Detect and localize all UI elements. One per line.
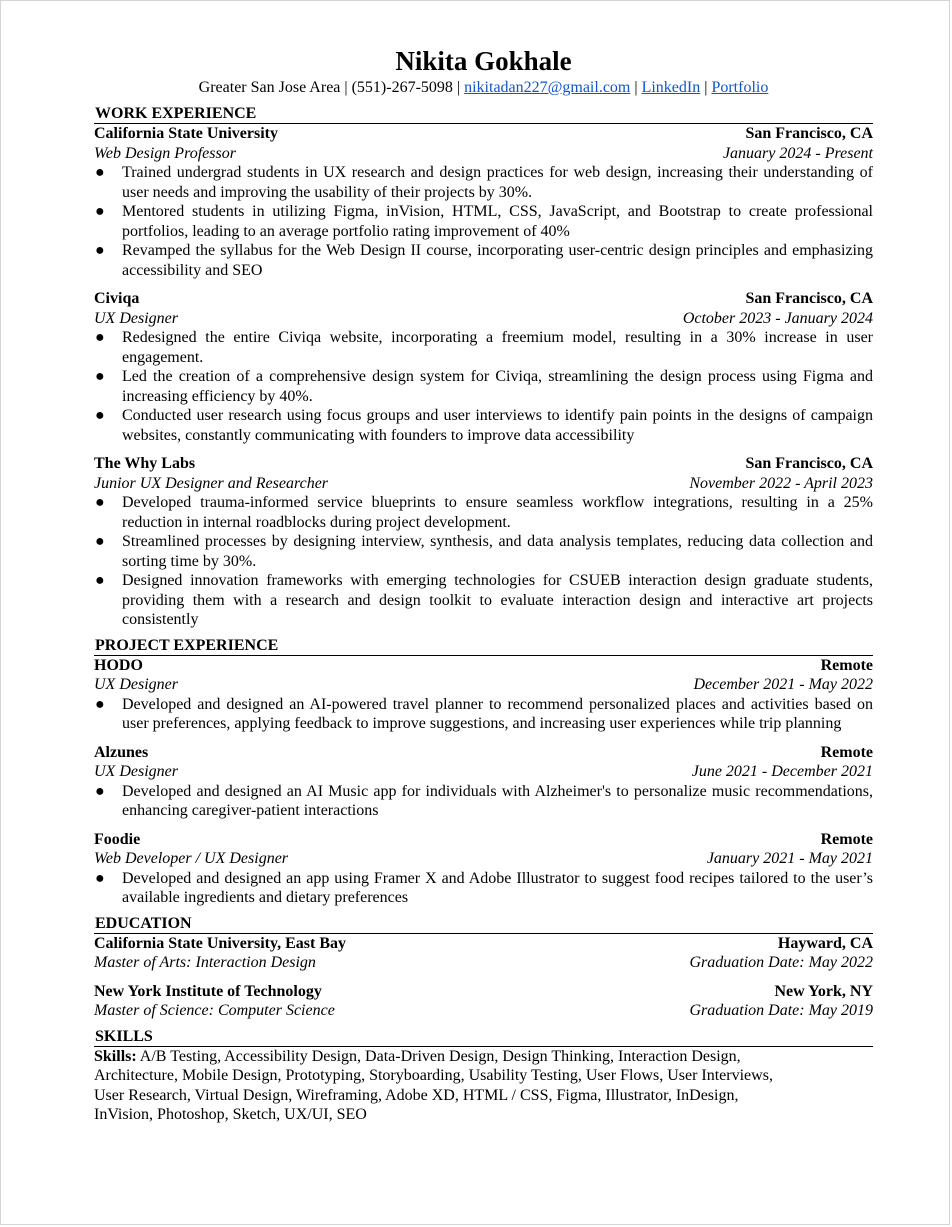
bullet-text: Developed and designed an AI Music app for individuals with Alzheimer's to personalize music recommendations, enhancing caregiver-patient interactions [122, 782, 873, 819]
project-location: Remote [820, 830, 873, 848]
bullet-icon: ● [95, 494, 105, 511]
bullet-item [94, 367, 873, 406]
job-location: San Francisco, CA [745, 455, 873, 472]
work-entry [94, 124, 873, 280]
company-name: The Why Labs [94, 455, 196, 472]
job-location: San Francisco, CA [745, 125, 873, 142]
job-location: San Francisco, CA [745, 290, 873, 307]
skills-heading: SKILLS [94, 1028, 873, 1047]
project-dates: January 2021 - May 2021 [706, 850, 873, 867]
bullet-icon: ● [95, 203, 105, 220]
work-entry [94, 454, 873, 630]
project-dates: December 2021 - May 2022 [693, 676, 873, 693]
bullet-text: Developed trauma-informed service blueprints to ensure seamless workflow integrations, resulting in a 25% reduction in internal roadblocks during project development. [122, 494, 873, 531]
bullet-text: Developed and designed an AI-powered travel planner to recommend personalized places and activities based on user preferences, applying feedback to improve suggestions, and increasing user experiences while trip planning [122, 695, 873, 732]
bullet-item [94, 493, 873, 532]
email-link[interactable]: nikitadan227@gmail.com [464, 79, 631, 96]
company-name: California State University [94, 125, 278, 142]
skills-label: Skills: [94, 1047, 137, 1065]
company-name: Civiqa [94, 290, 140, 307]
degree: Master of Arts: Interaction Design [94, 954, 316, 971]
bullet-item [94, 869, 873, 908]
bullet-item [94, 163, 873, 202]
project-location: Remote [820, 743, 873, 761]
bullet-list [94, 695, 873, 734]
resume-content [94, 45, 873, 1125]
bullet-list [94, 782, 873, 821]
school-location: Hayward, CA [777, 934, 873, 952]
location-text: Greater San Jose Area [198, 79, 341, 96]
bullet-list [94, 163, 873, 280]
skills-paragraph [94, 1047, 873, 1125]
education-heading: EDUCATION [94, 915, 873, 934]
bullet-text: Developed and designed an app using Framer X and Adobe Illustrator to suggest food recipes tailored to the user’s available ingredients and dietary preferences [122, 869, 873, 906]
bullet-text: Streamlined processes by designing interview, synthesis, and data analysis templates, reducing data collection and sorting time by 30%. [122, 533, 873, 570]
bullet-item [94, 202, 873, 241]
bullet-list [94, 493, 873, 630]
job-role: UX Designer [94, 309, 178, 327]
job-role: Junior UX Designer and Researcher [94, 474, 329, 492]
project-experience-heading: PROJECT EXPERIENCE [94, 637, 873, 656]
portfolio-link[interactable]: Portfolio [711, 79, 769, 96]
candidate-name: Nikita Gokhale [395, 46, 572, 76]
bullet-icon: ● [95, 869, 105, 887]
education-entry [94, 934, 873, 973]
school-location: New York, NY [774, 982, 873, 1000]
bullet-item [94, 571, 873, 630]
separator: | [700, 79, 712, 96]
project-name: Alzunes [94, 743, 149, 761]
bullet-icon: ● [95, 572, 105, 589]
bullet-icon: ● [95, 695, 105, 713]
project-entry [94, 743, 873, 821]
project-name: Foodie [94, 830, 141, 848]
bullet-list [94, 328, 873, 445]
education-entry [94, 982, 873, 1021]
school-name: New York Institute of Technology [94, 982, 322, 1000]
project-entry [94, 830, 873, 908]
bullet-text: Led the creation of a comprehensive design system for Civiqa, streamlining the design process using Figma and increasing efficiency by 40%. [122, 368, 873, 405]
graduation-date: Graduation Date: May 2019 [689, 1002, 873, 1019]
project-name: HODO [94, 656, 143, 674]
bullet-text: Conducted user research using focus groups and user interviews to identify pain points in the designs of campaign websites, constantly communicating with founders to improve data accessibility [122, 407, 873, 444]
bullet-item [94, 406, 873, 445]
work-entry [94, 289, 873, 445]
project-role: UX Designer [94, 676, 178, 693]
school-name: California State University, East Bay [94, 934, 346, 952]
bullet-icon: ● [95, 782, 105, 800]
project-dates: June 2021 - December 2021 [691, 763, 873, 780]
bullet-item [94, 532, 873, 571]
skills-text: A/B Testing, Accessibility Design, Data-Driven Design, Design Thinking, Interaction Design, Architecture, Mobile Design, Prototyping, Storyboarding, Usability Testing, User Flows, User Interviews, User Research, Virtual Design, Wireframing, Adobe XD, HTML / CSS, Figma, Illustrator, InDesign, InVision, Photoshop, Sketch, UX/UI, SEO [94, 1047, 773, 1123]
separator: | [452, 79, 465, 96]
degree: Master of Science: Computer Science [94, 1002, 335, 1019]
bullet-icon: ● [95, 164, 105, 181]
job-dates: October 2023 - January 2024 [682, 309, 873, 327]
bullet-icon: ● [95, 368, 105, 385]
bullet-icon: ● [95, 242, 105, 259]
separator: | [340, 79, 352, 96]
contact-line [94, 78, 873, 98]
bullet-item [94, 782, 873, 821]
bullet-text: Revamped the syllabus for the Web Design II course, incorporating user-centric design principles and emphasizing accessibility and SEO [122, 242, 873, 279]
job-role: Web Design Professor [94, 144, 236, 162]
bullet-icon: ● [95, 407, 105, 424]
job-dates: November 2022 - April 2023 [689, 474, 873, 492]
work-experience-heading: WORK EXPERIENCE [94, 105, 873, 124]
bullet-icon: ● [95, 533, 105, 550]
bullet-item [94, 695, 873, 734]
bullet-item [94, 241, 873, 280]
project-role: UX Designer [94, 763, 178, 780]
job-dates: January 2024 - Present [722, 144, 873, 162]
project-entry [94, 656, 873, 734]
project-role: Web Developer / UX Designer [94, 850, 289, 867]
bullet-icon: ● [95, 329, 105, 346]
bullet-text: Redesigned the entire Civiqa website, incorporating a freemium model, resulting in a 30% increase in user engagement. [122, 329, 873, 366]
bullet-list [94, 869, 873, 908]
project-location: Remote [820, 656, 873, 674]
graduation-date: Graduation Date: May 2022 [689, 954, 873, 971]
bullet-text: Trained undergrad students in UX research and design practices for web design, increasing their understanding of user needs and improving the usability of their projects by 30%. [122, 164, 873, 201]
bullet-text: Designed innovation frameworks with emerging technologies for CSUEB interaction design graduate students, providing them with a research and design toolkit to evaluate interaction design and interactive art projects consistently [122, 572, 873, 628]
bullet-item [94, 328, 873, 367]
bullet-text: Mentored students in utilizing Figma, inVision, HTML, CSS, JavaScript, and Bootstrap to create professional portfolios, leading to an average portfolio rating improvement of 40% [122, 203, 873, 240]
linkedin-link[interactable]: LinkedIn [641, 79, 701, 96]
separator: | [630, 79, 642, 96]
phone-text: (551)-267-5098 [351, 79, 453, 96]
